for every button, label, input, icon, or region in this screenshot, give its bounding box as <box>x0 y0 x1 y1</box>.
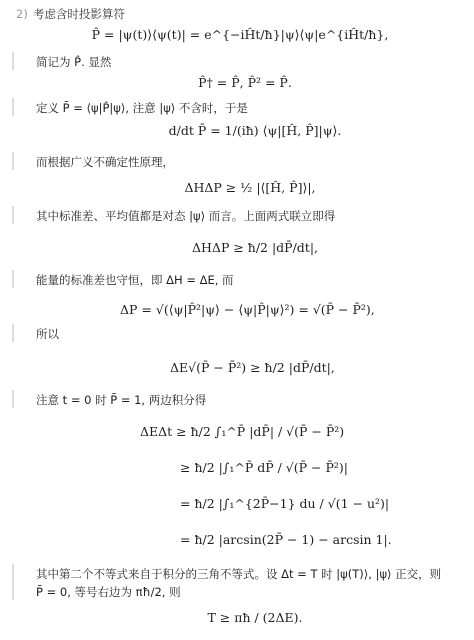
paragraph-shorthand: 简记为 P̂. 显然 <box>36 55 112 69</box>
paragraph-combine: 其中标准差、平均值都是对态 |ψ⟩ 而言。上面两式联立即得 <box>36 209 336 223</box>
paragraph-conclusion-line-1: 其中第二个不等式来自于积分的三角不等式。设 Δt = T 时 |ψ(T)⟩, |ψ⟩ 正交，则 <box>36 567 442 581</box>
quote-bar <box>12 324 14 342</box>
quote-bar <box>12 206 14 224</box>
section-heading <box>16 3 125 22</box>
quote-bar <box>12 564 14 600</box>
equation-integral-step-1: ΔEΔt ≥ ħ/2 ∫₁^P̄ |dP̄| / √(P̄ − P̄²) <box>140 424 345 439</box>
paragraph-energy-conserved: 能量的标准差也守恒，即 ΔH = ΔE, 而 <box>36 273 234 287</box>
equation-projector-definition: P̂ = |ψ(t)⟩⟨ψ(t)| = e^{−iĤt/ħ}|ψ⟩⟨ψ|e^{iĤt/ħ}, <box>91 27 389 42</box>
equation-idempotent: P̂† = P̂, P̂² = P̂. <box>198 75 292 90</box>
quote-bar <box>12 52 14 70</box>
equation-delta-p: ΔP = √(⟨ψ|P̂²|ψ⟩ − ⟨ψ|P̂|ψ⟩²) = √(P̄ − P̄²), <box>120 302 375 317</box>
equation-uncertainty: ΔHΔP ≥ ½ |⟨[Ĥ, P̂]⟩|, <box>184 180 316 195</box>
equation-integral-step-3: = ħ/2 |∫₁^{2P̄−1} du / √(1 − u²)| <box>180 496 390 511</box>
paragraph-uncertainty: 而根据广义不确定性原理， <box>36 155 174 169</box>
equation-energy-bound: ΔE√(P̄ − P̄²) ≥ ħ/2 |dP̄/dt|, <box>170 360 335 375</box>
paragraph-therefore: 所以 <box>36 327 59 341</box>
equation-final-bound: T ≥ πħ / (2ΔE). <box>207 610 303 625</box>
section-title: 考虑含时投影算符 <box>32 7 125 21</box>
quote-bar <box>12 270 14 288</box>
equation-time-derivative <box>150 123 360 138</box>
quote-bar <box>12 152 14 170</box>
paragraph-define-mean: 定义 P̄ = ⟨ψ|P̂|ψ⟩, 注意 |ψ⟩ 不含时，于是 <box>36 101 248 115</box>
quote-bar <box>12 390 14 408</box>
section-number: 2) <box>16 7 28 21</box>
equation-integral-step-2: ≥ ħ/2 |∫₁^P̄ dP̄ / √(P̄ − P̄²)| <box>180 460 348 475</box>
equation-time-derivative-rhs: 1/(iħ) ⟨ψ|[Ĥ, P̂]|ψ⟩. <box>224 123 342 138</box>
quote-bar <box>12 98 14 116</box>
equation-time-derivative-lhs: d/dt P̄ = <box>168 123 221 138</box>
equation-bound-derivative: ΔHΔP ≥ ħ/2 |dP̄/dt|, <box>191 240 319 255</box>
paragraph-integrate: 注意 t = 0 时 P̄ = 1, 两边积分得 <box>36 393 207 407</box>
paragraph-conclusion-line-2: P̄ = 0, 等号右边为 πħ/2, 则 <box>36 585 181 599</box>
equation-integral-step-4: = ħ/2 |arcsin(2P̄ − 1) − arcsin 1|. <box>180 532 392 547</box>
